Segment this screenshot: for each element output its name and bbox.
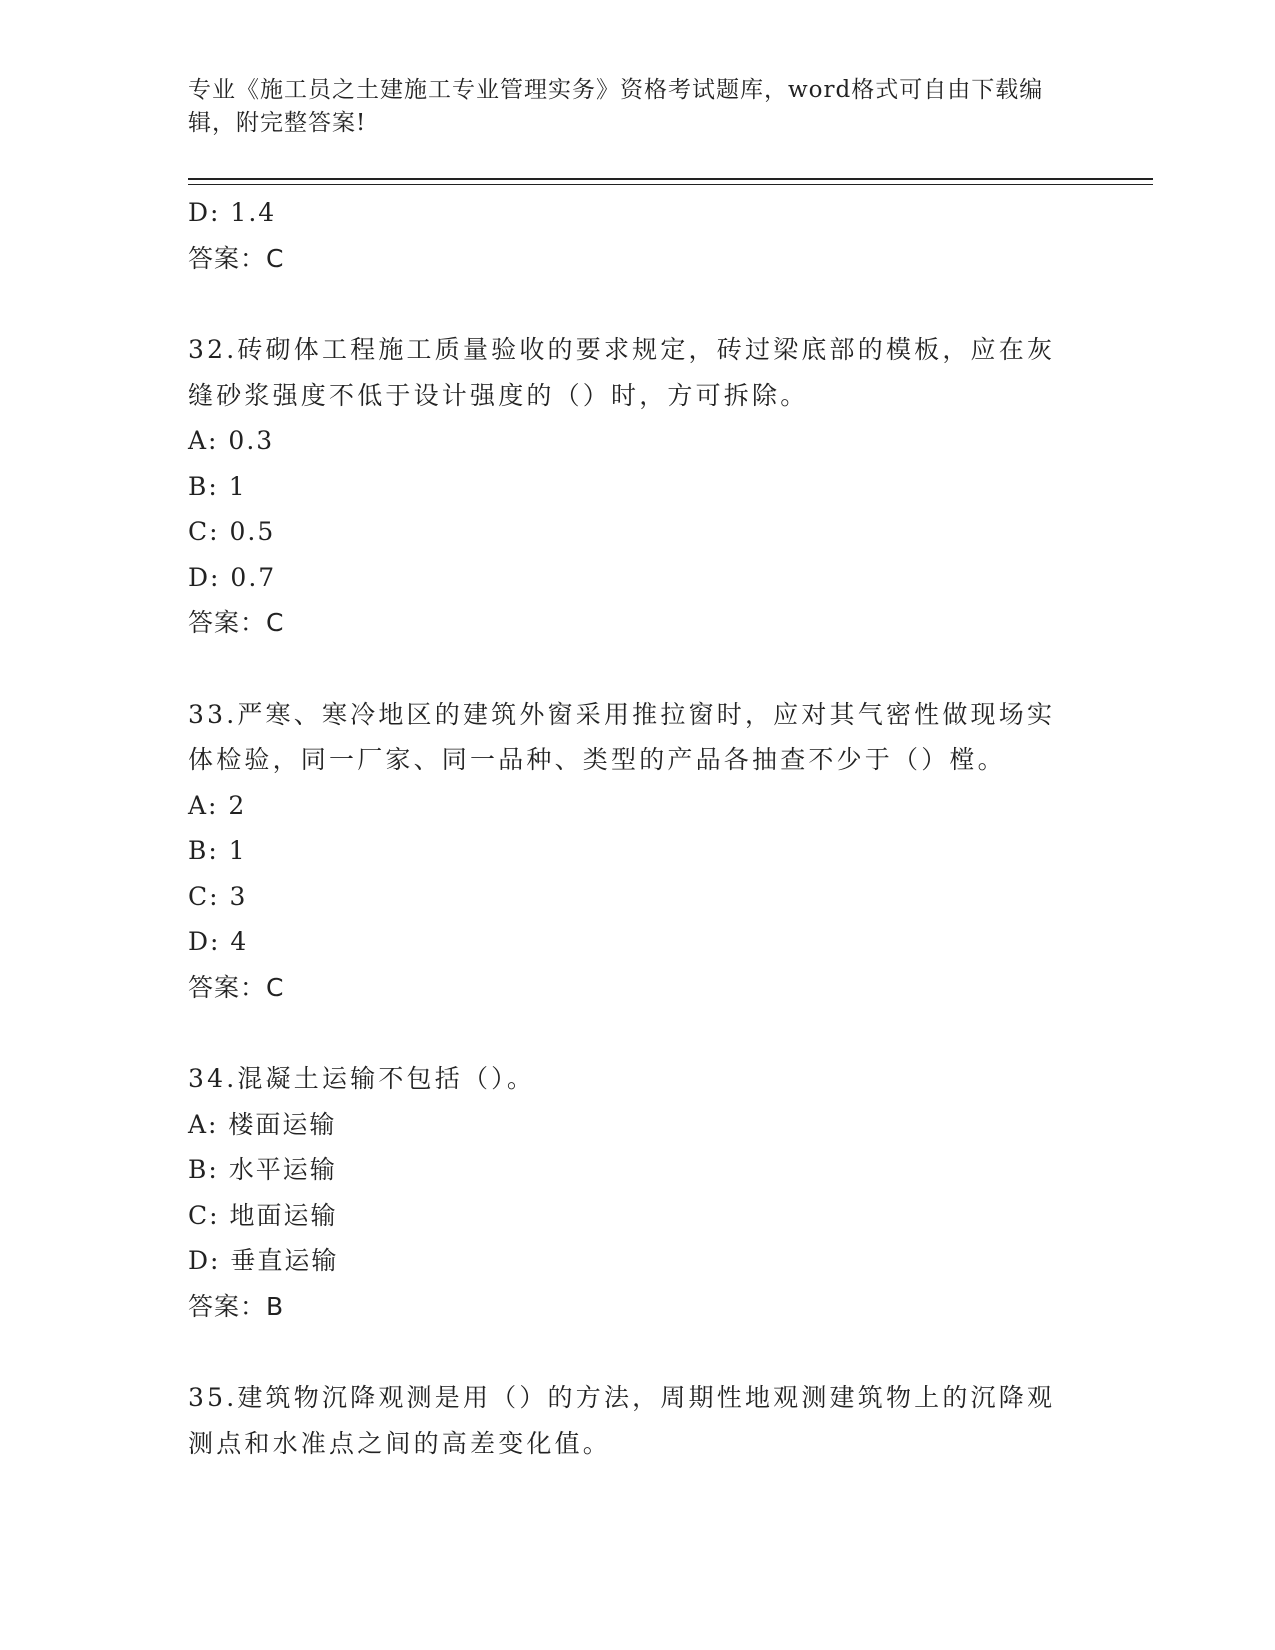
question-stem: 33.严寒、寒冷地区的建筑外窗采用推拉窗时，应对其气密性做现场实体检验，同一厂家、同一品种、类型的产品各抽查不少于（）樘。 (188, 699, 1056, 774)
answer-line: 答案：B (188, 1291, 285, 1321)
header-divider-thick (188, 178, 1153, 180)
question-32 (188, 327, 1088, 646)
option-b: B: 1 (188, 836, 247, 865)
option-d: D: 4 (188, 927, 249, 956)
option-d: D: 0.7 (188, 562, 277, 592)
question-stem: 32.砖砌体工程施工质量验收的要求规定，砖过梁底部的模板，应在灰缝砂浆强度不低于设计强度的（）时，方可拆除。 (188, 335, 1056, 410)
answer-line: 答案：C (188, 972, 285, 1002)
question-list (188, 190, 1088, 1466)
option-d: D: 1.4 (188, 198, 277, 227)
question-stem: 35.建筑物沉降观测是用（）的方法，周期性地观测建筑物上的沉降观测点和水准点之间的高差变化值。 (188, 1383, 1056, 1458)
question-35 (188, 1375, 1088, 1466)
option-b: B: 水平运输 (188, 1155, 337, 1184)
question-34 (188, 1056, 1088, 1329)
option-d: D: 垂直运输 (188, 1246, 339, 1275)
option-c: C: 地面运输 (188, 1200, 338, 1230)
question-stem: 34.混凝土运输不包括（）。 (188, 1064, 536, 1093)
header-divider-thin (188, 184, 1153, 185)
option-b: B: 1 (188, 471, 247, 501)
question-33 (188, 692, 1088, 1011)
answer-line: 答案：C (188, 243, 285, 273)
option-c: C: 0.5 (188, 517, 276, 546)
option-a: A: 0.3 (188, 426, 275, 455)
document-header: 专业《施工员之土建施工专业管理实务》资格考试题库，word格式可自由下载编辑，附完整答案! (188, 77, 1044, 136)
option-c: C: 3 (188, 881, 248, 911)
option-a: A: 2 (188, 790, 247, 820)
option-a: A: 楼面运输 (188, 1109, 337, 1139)
answer-line: 答案：C (188, 608, 285, 637)
